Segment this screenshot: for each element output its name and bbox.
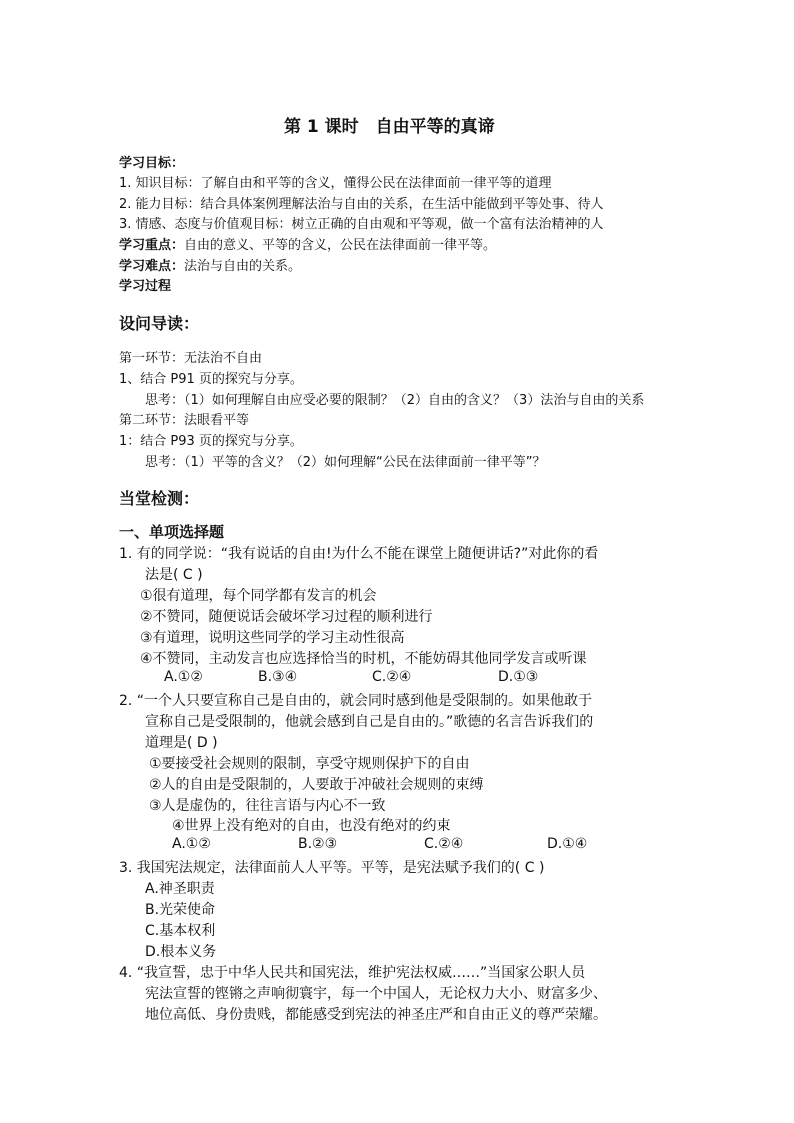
question-1-choice: A.①② (164, 669, 203, 685)
question-2-option: ④世界上没有绝对的自由，也没有绝对的约束 (172, 818, 451, 834)
goal-item: 3. 情感、态度与价值观目标：树立正确的自由观和平等观，做一个富有法治精神的人 (119, 217, 604, 232)
question-2-stem: 道理是( D ) (145, 735, 218, 751)
key-point-label: 学习重点： (119, 238, 185, 253)
key-point-text: 自由的意义、平等的含义，公民在法律面前一律平等。 (184, 238, 497, 253)
question-1-option: ④不赞同，主动发言也应选择恰当的时机，不能妨碍其他同学发言或听课 (140, 651, 587, 667)
question-1-option: ①很有道理，每个同学都有发言的机会 (140, 588, 377, 604)
question-4-stem: 地位高低、身份贵贱，都能感受到宪法的神圣庄严和自由正义的尊严荣耀。 (145, 1007, 607, 1023)
question-2-choice: C.②④ (424, 836, 464, 852)
question-3-stem: 3. 我国宪法规定，法律面前人人平等。平等，是宪法赋予我们的( C ) (119, 860, 545, 876)
guided-line: 第二环节：法眼看平等 (119, 413, 250, 428)
question-3-choice: C.基本权利 (145, 923, 216, 939)
difficult-point-label: 学习难点： (119, 259, 185, 274)
question-4-stem: 4. “我宣誓，忠于中华人民共和国宪法，维护宪法权威……”当国家公职人员 (119, 965, 586, 981)
difficult-point-text: 法治与自由的关系。 (184, 259, 302, 274)
question-3-choice: D.根本义务 (145, 944, 217, 960)
question-1-stem: 1. 有的同学说：“我有说话的自由!为什么不能在课堂上随便讲话?”对此你的看 (119, 546, 599, 562)
question-1-option: ③有道理，说明这些同学的学习主动性很高 (140, 630, 405, 646)
guided-line: 1、结合 P91 页的探究与分享。 (119, 372, 303, 387)
question-2-option: ①要接受社会规则的限制，享受守规则保护下的自由 (149, 756, 470, 772)
question-2-stem: 宣称自己是受限制的，他就会感到自己是自由的。”歌德的名言告诉我们的 (145, 714, 594, 730)
question-2-option: ②人的自由是受限制的，人要敢于冲破社会规则的束缚 (149, 777, 484, 793)
process-heading: 学习过程 (119, 279, 172, 294)
question-1-stem: 法是( C ) (145, 567, 203, 583)
guided-line: 思考：（1）如何理解自由应受必要的限制？（2）自由的含义？（3）法治与自由的关系 (145, 393, 645, 408)
guided-line: 思考：（1）平等的含义？（2）如何理解“公民在法律面前一律平等”？ (145, 455, 546, 470)
question-2-choice: A.①② (172, 836, 211, 852)
question-1-choice: C.②④ (372, 669, 412, 685)
question-1-choice: D.①③ (498, 669, 539, 685)
difficult-point (119, 255, 301, 274)
question-4-stem: 宪法宣誓的铿锵之声响彻寰宇，每一个中国人，无论权力大小、财富多少、 (145, 986, 607, 1002)
question-2-option: ③人是虚伪的，往往言语与内心不一致 (149, 798, 386, 814)
goal-item: 2. 能力目标：结合具体案例理解法治与自由的关系，在生活中能做到平等处事、待人 (119, 197, 604, 212)
check-heading: 当堂检测： (119, 489, 200, 508)
question-2-choice: D.①④ (547, 836, 588, 852)
question-1-option: ②不赞同，随便说话会破坏学习过程的顺利进行 (140, 609, 433, 625)
question-3-choice: B.光荣使命 (145, 902, 216, 918)
goal-item: 1. 知识目标：了解自由和平等的含义，懂得公民在法律面前一律平等的道理 (119, 176, 552, 191)
question-1-choice: B.③④ (258, 669, 298, 685)
key-point (119, 234, 496, 253)
goals-heading: 学习目标： (119, 156, 185, 171)
guided-line: 第一环节：无法治不自由 (119, 351, 263, 366)
question-3-choice: A.神圣职责 (145, 881, 215, 897)
guided-heading: 设问导读： (119, 314, 200, 333)
question-2-choice: B.②③ (298, 836, 338, 852)
page-title: 第 1 课时 自由平等的真谛 (284, 117, 495, 137)
section-title: 一、单项选择题 (119, 523, 225, 541)
question-2-stem: 2. “一个人只要宣称自己是自由的，就会同时感到他是受限制的。如果他敢于 (119, 693, 593, 709)
guided-line: 1：结合 P93 页的探究与分享。 (119, 434, 303, 449)
